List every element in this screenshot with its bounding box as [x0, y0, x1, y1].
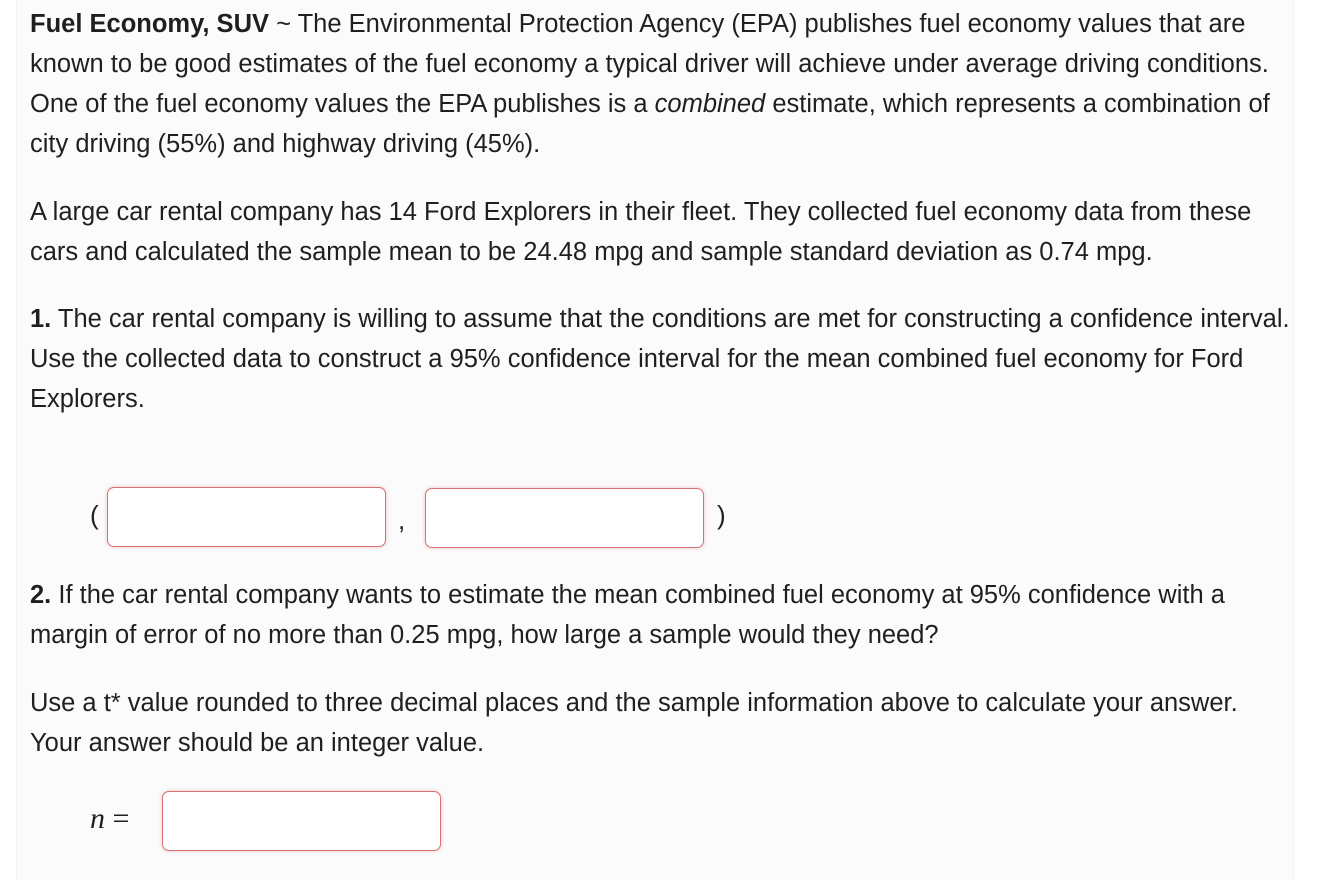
question-2-text	[30, 575, 1290, 655]
interval-open-paren: (	[90, 500, 99, 530]
fleet-paragraph: A large car rental company has 14 Ford Explorers in their fleet. They collected fuel economy data from these cars and calculated the sample mean to be 24.48 mpg and sample standard deviation as 0.74 mpg.	[30, 198, 1252, 266]
question-2-instructions: Use a t* value rounded to three decimal places and the sample information above to calculate your answer. Your answer should be an integer value.	[30, 689, 1238, 757]
question-1-number: 1.	[30, 305, 52, 333]
question-1-text	[30, 299, 1290, 419]
sample-size-input[interactable]	[162, 791, 441, 851]
confidence-interval-row	[90, 487, 740, 547]
problem-content	[30, 4, 1290, 419]
interval-separator: ,	[398, 505, 406, 535]
sample-size-label	[90, 802, 129, 836]
interval-close-paren: )	[717, 500, 726, 530]
intro-text-end: estimate, which represents a combination of city driving (55%) and highway driving (45%).	[30, 90, 1270, 158]
sample-size-variable: n	[90, 802, 105, 835]
question-2-number: 2.	[30, 581, 52, 609]
sample-size-row	[90, 791, 450, 851]
title-separator: ~	[269, 10, 298, 38]
question-2-prompt: If the car rental company wants to estimate the mean combined fuel economy at 95% confidence with a margin of error of no more than 0.25 mpg, how large a sample would they need?	[30, 581, 1225, 649]
question-1-prompt: The car rental company is willing to assume that the conditions are met for constructing a confidence interval. Use the collected data to construct a 95% confidence interval for the mean combined fuel economy for Ford Explorers.	[30, 305, 1290, 413]
question-2-content	[30, 575, 1290, 763]
problem-title: Fuel Economy, SUV	[30, 10, 269, 38]
lower-bound-input[interactable]	[107, 487, 386, 547]
intro-text-start: The Environmental Protection Agency (EPA) publishes fuel economy values that are known to be good estimates of the fuel economy a typical driver will achieve under average driving conditions. One of the fuel economy values the EPA publishes is a	[30, 10, 1269, 118]
upper-bound-input[interactable]	[425, 488, 704, 548]
intro-emphasis: combined	[654, 90, 766, 118]
sample-size-equals: =	[105, 802, 130, 835]
intro-paragraph	[30, 4, 1290, 164]
